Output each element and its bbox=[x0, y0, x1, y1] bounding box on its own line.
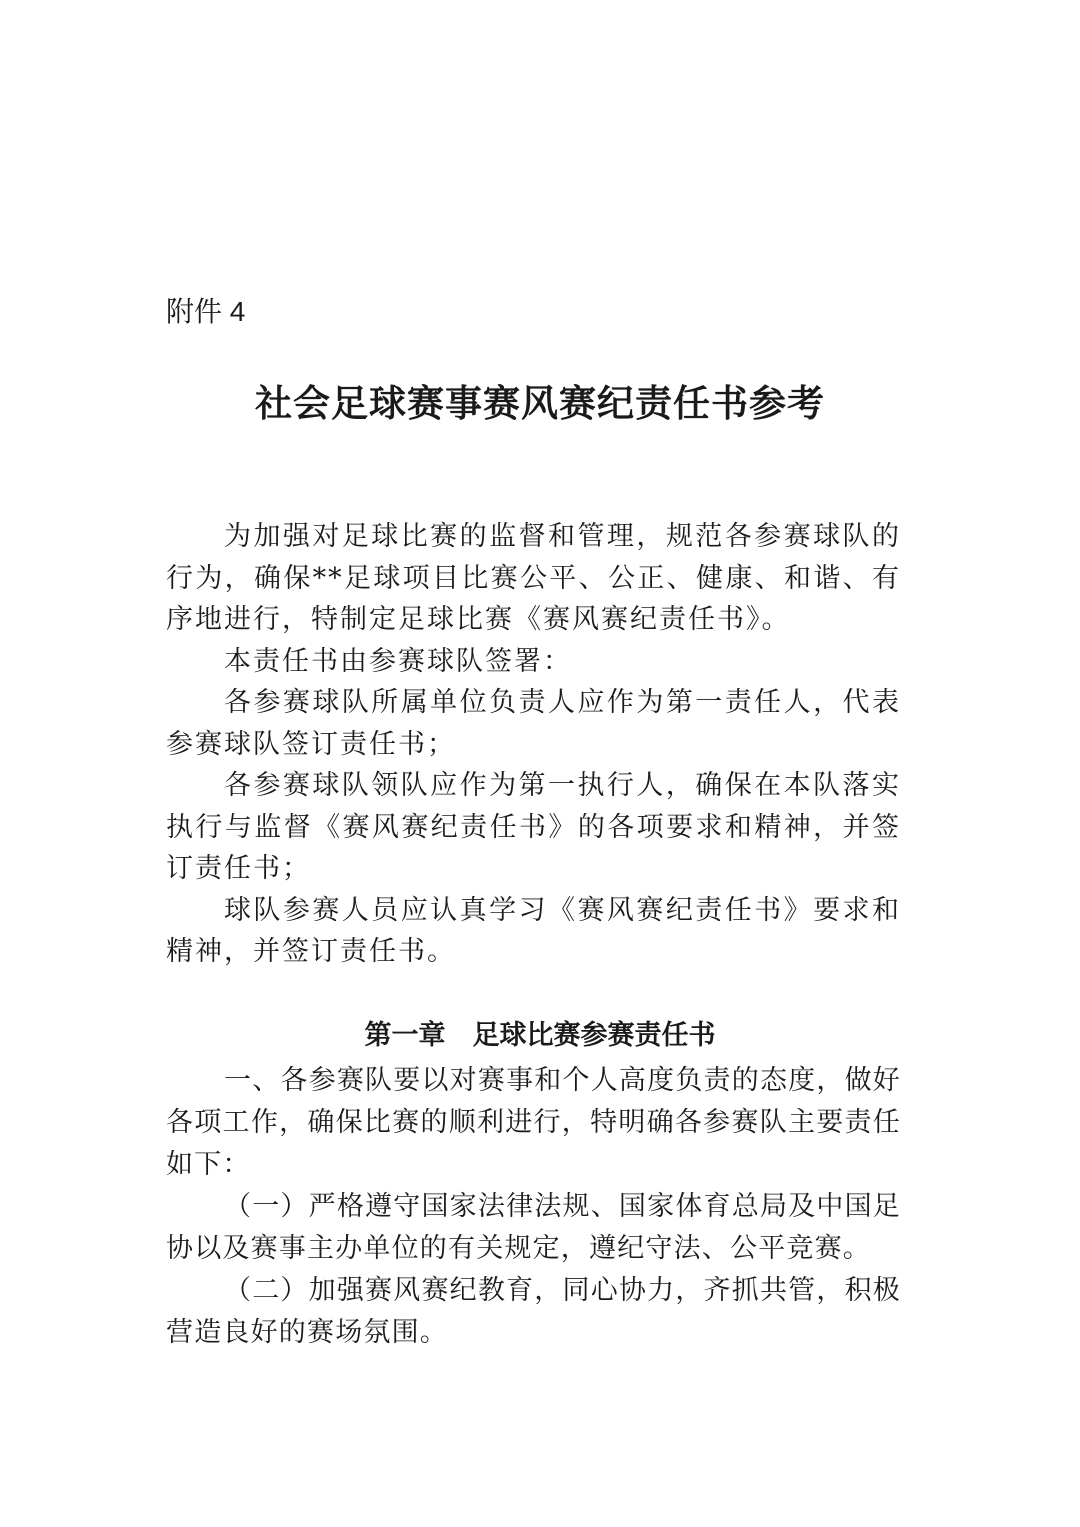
intro-paragraph: 为加强对足球比赛的监督和管理，规范各参赛球队的行为，确保**足球项目比赛公平、公正、健康、和谐、有序地进行，特制定足球比赛《赛风赛纪责任书》。 bbox=[166, 521, 901, 635]
intro-paragraph: 各参赛球队所属单位负责人应作为第一责任人，代表参赛球队签订责任书； bbox=[166, 687, 901, 760]
chapter-paragraph: （一）严格遵守国家法律法规、国家体育总局及中国足协以及赛事主办单位的有关规定，遵纪守法、公平竞赛。 bbox=[166, 1191, 901, 1264]
chapter-heading: 第一章 足球比赛参赛责任书 bbox=[364, 1020, 716, 1051]
chapter-paragraph: 一、各参赛队要以对赛事和个人高度负责的态度，做好各项工作，确保比赛的顺利进行，特明确各参赛队主要责任如下： bbox=[166, 1065, 901, 1180]
intro-paragraph: 本责任书由参赛球队签署： bbox=[224, 645, 572, 677]
chapter-section bbox=[166, 1060, 901, 1354]
intro-paragraph: 各参赛球队领队应作为第一执行人，确保在本队落实执行与监督《赛风赛纪责任书》的各项要求和精神，并签订责任书； bbox=[166, 770, 901, 884]
chapter-paragraph: （二）加强赛风赛纪教育，同心协力，齐抓共管，积极营造良好的赛场氛围。 bbox=[166, 1275, 901, 1348]
intro-section bbox=[166, 516, 901, 973]
document-title: 社会足球赛事赛风赛纪责任书参考 bbox=[255, 382, 825, 425]
intro-paragraph: 球队参赛人员应认真学习《赛风赛纪责任书》要求和精神，并签订责任书。 bbox=[166, 894, 901, 967]
attachment-label: 附件 4 bbox=[166, 296, 246, 327]
